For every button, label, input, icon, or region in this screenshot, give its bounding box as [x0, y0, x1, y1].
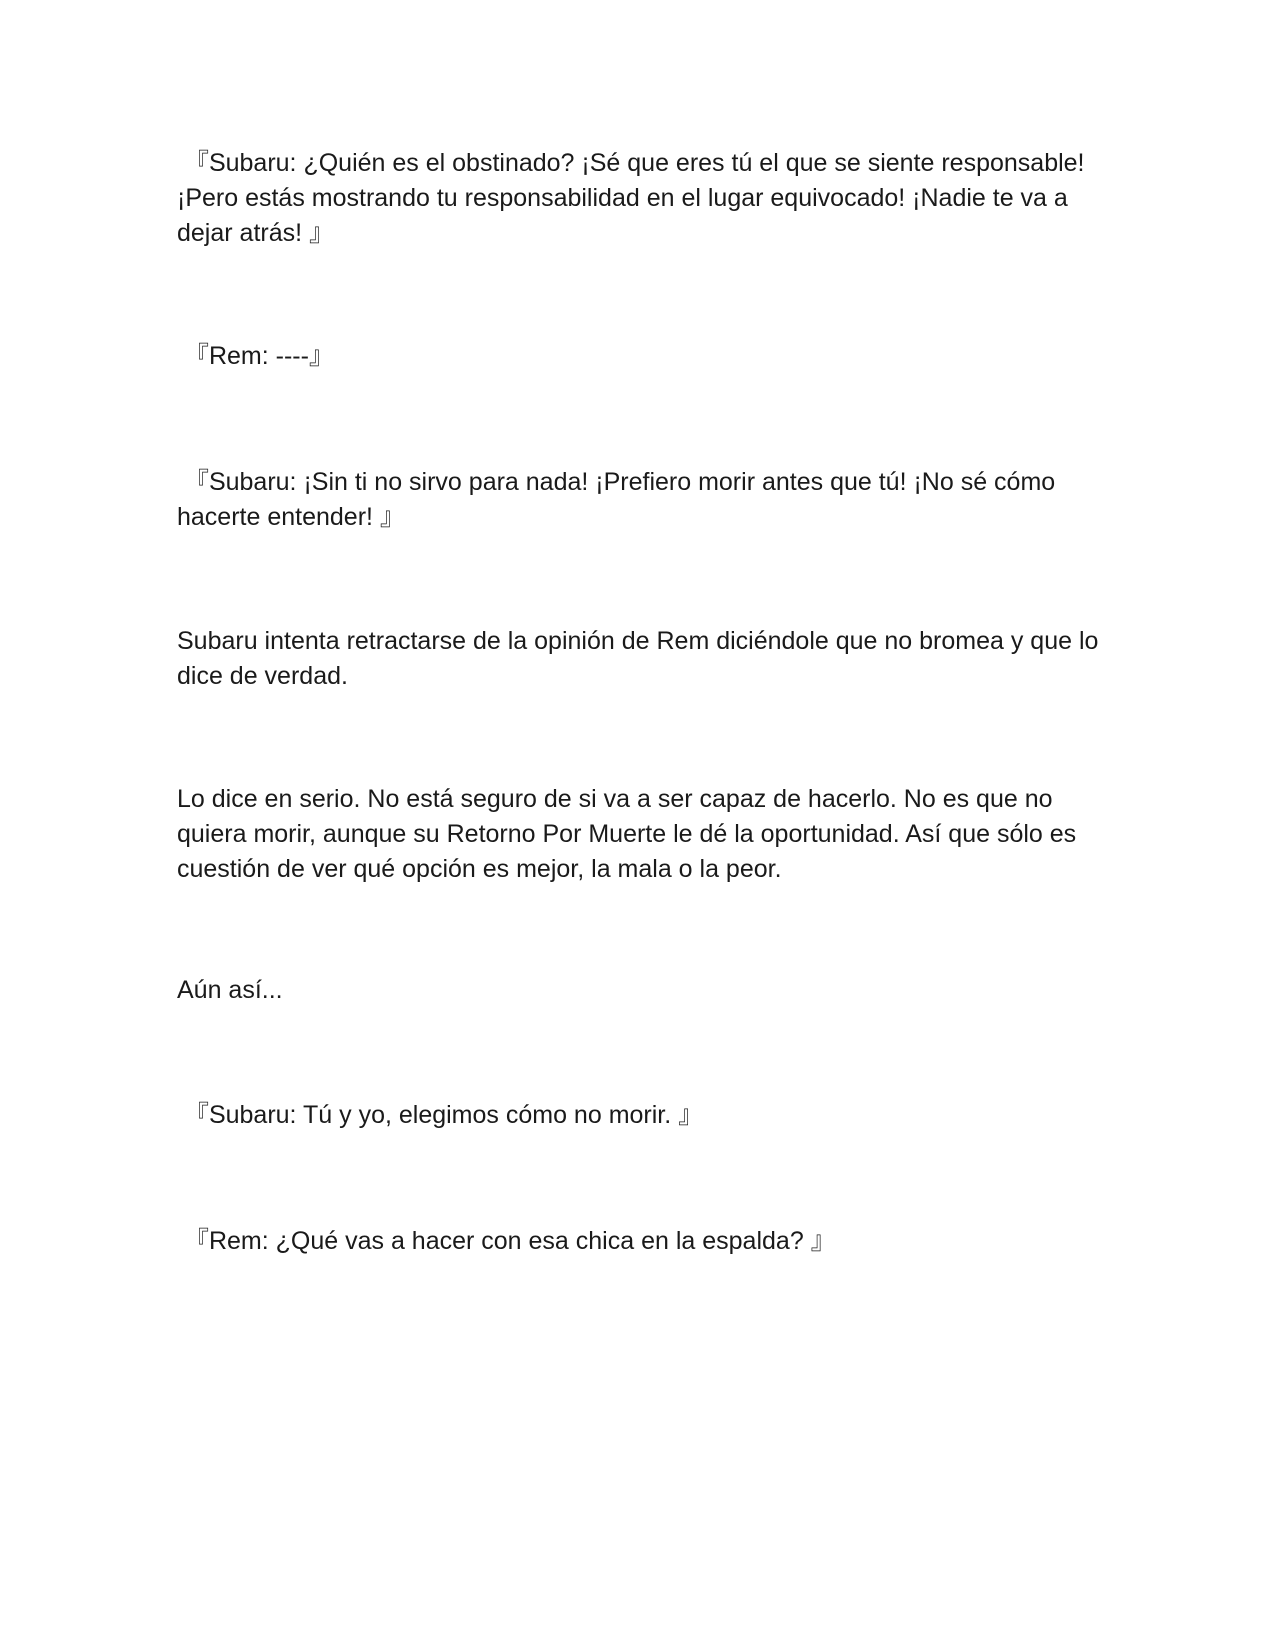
narration-aun-asi: Aún así...	[177, 976, 283, 1004]
narration-en-serio: Lo dice en serio. No está seguro de si va a ser capaz de hacerlo. No es que no quiera morir, aunque su Retorno Por Muerte le dé la oportunidad. Así que sólo es cuestión de ver qué opción es mejor, la mala o la peor.	[177, 785, 1084, 883]
dialogue-subaru-sin-ti: 『Subaru: ¡Sin ti no sirvo para nada! ¡Prefiero morir antes que tú! ¡No sé cómo hacerte entender! 』	[177, 468, 1063, 531]
narration-retractarse: Subaru intenta retractarse de la opinión de Rem diciéndole que no bromea y que lo dice de verdad.	[177, 627, 1106, 690]
dialogue-rem-silence: 『Rem: ----』	[177, 342, 334, 370]
dialogue-rem-chica: 『Rem: ¿Qué vas a hacer con esa chica en la espalda? 』	[177, 1227, 836, 1255]
dialogue-subaru-elegimos: 『Subaru: Tú y yo, elegimos cómo no morir. 』	[177, 1101, 704, 1129]
dialogue-subaru-obstinado: 『Subaru: ¿Quién es el obstinado? ¡Sé que eres tú el que se siente responsable! ¡Pero estás mostrando tu responsabilidad en el lugar equivocado! ¡Nadie te va a dejar atrás! 』	[177, 149, 1092, 247]
